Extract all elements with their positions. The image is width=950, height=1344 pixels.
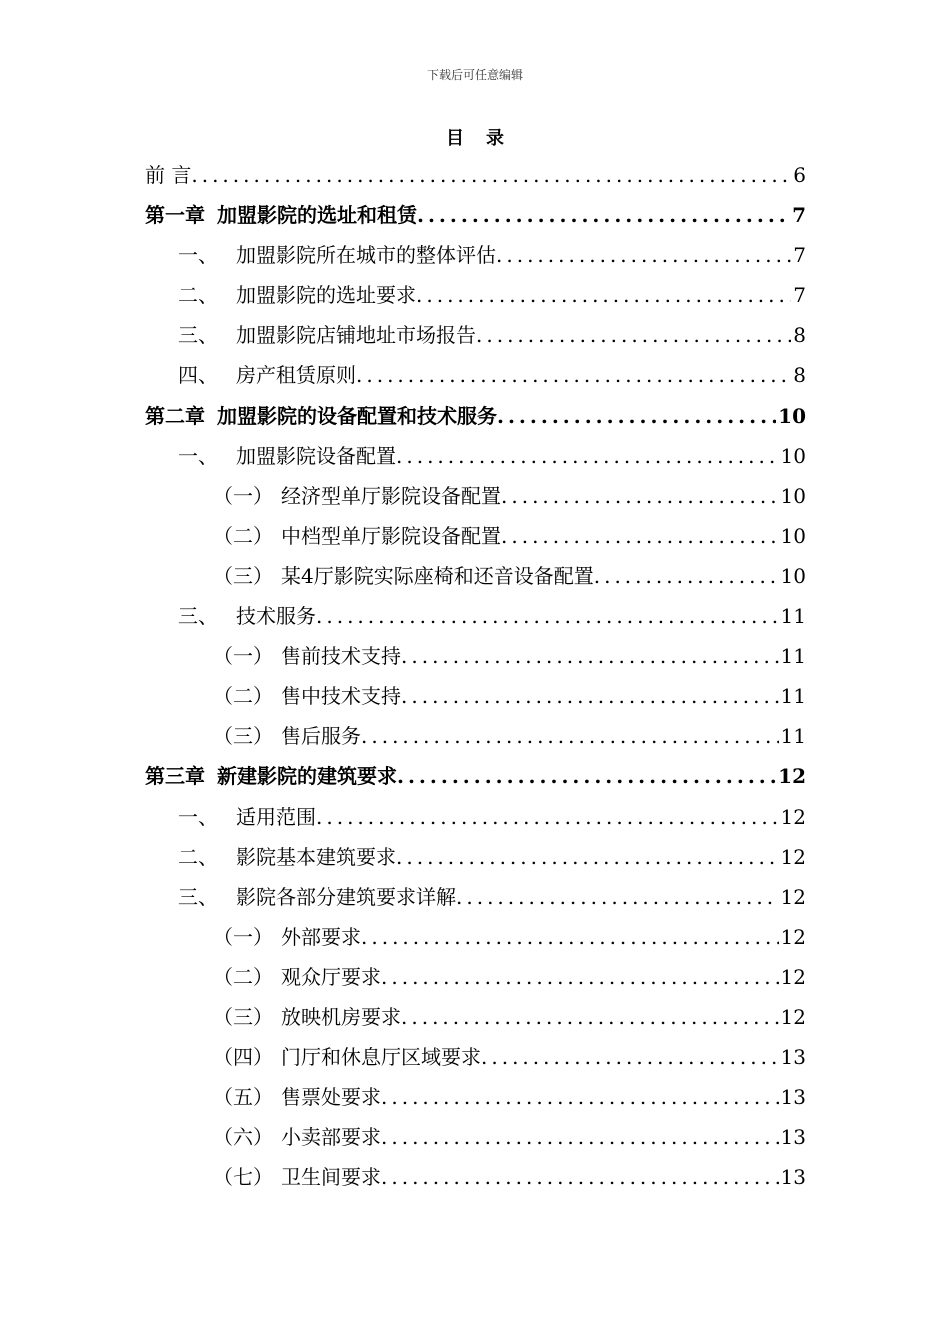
toc-entry-title: 观众厅要求 <box>281 964 381 989</box>
toc-entry-number: （三） <box>213 563 273 588</box>
toc-entry-title: 外部要求 <box>281 924 361 949</box>
toc-entry-label <box>213 716 361 756</box>
dot-leader <box>501 516 779 556</box>
dot-leader <box>401 997 779 1037</box>
dot-leader <box>456 877 779 917</box>
toc-entry-title: 经济型单厅影院设备配置 <box>281 483 501 508</box>
toc-entry-title: 加盟影院的选址要求 <box>236 283 416 308</box>
toc-entry-label <box>213 1077 381 1117</box>
toc-entry[interactable] <box>145 235 806 275</box>
toc-entry-number: （七） <box>213 1165 273 1190</box>
toc-entry-number: 三、 <box>178 604 218 629</box>
toc-entry-number: （一） <box>213 924 273 949</box>
toc-entry-page-number: 12 <box>780 884 806 909</box>
toc-entry-label <box>145 756 397 796</box>
toc-entry-page-number: 10 <box>780 443 806 468</box>
dot-leader <box>416 275 791 315</box>
toc-entry-number: （二） <box>213 684 273 709</box>
table-of-contents <box>145 155 806 1197</box>
toc-entry-number: （四） <box>213 1045 273 1070</box>
toc-entry-label <box>178 877 456 917</box>
toc-entry-title: 加盟影院设备配置 <box>236 443 396 468</box>
dot-leader <box>381 1117 779 1157</box>
dot-leader <box>501 476 779 516</box>
toc-entry[interactable] <box>145 837 806 877</box>
toc-entry-title: 售后服务 <box>281 724 361 749</box>
dot-leader <box>476 315 791 355</box>
toc-entry-page-number: 10 <box>778 403 806 428</box>
dot-leader <box>381 1077 779 1117</box>
toc-entry[interactable] <box>145 997 806 1037</box>
dot-leader <box>497 396 776 436</box>
dot-leader <box>417 195 790 235</box>
toc-entry-number: 一、 <box>178 243 218 268</box>
toc-entry[interactable] <box>145 636 806 676</box>
toc-entry-number: 三、 <box>178 884 218 909</box>
toc-entry[interactable] <box>145 917 806 957</box>
toc-entry-label <box>213 476 501 516</box>
toc-entry-title: 放映机房要求 <box>281 1004 401 1029</box>
toc-entry-page-number: 13 <box>780 1125 806 1150</box>
dot-leader <box>191 155 791 195</box>
toc-entry-page-number: 11 <box>780 684 806 709</box>
toc-entry-label <box>178 315 476 355</box>
toc-entry-page-number: 12 <box>780 1004 806 1029</box>
toc-entry-page-number: 6 <box>793 163 806 187</box>
toc-entry-label <box>178 235 496 275</box>
toc-entry-number: （三） <box>213 724 273 749</box>
toc-entry-page-number: 11 <box>780 724 806 749</box>
toc-entry-page-number: 7 <box>792 203 806 228</box>
toc-entry[interactable] <box>145 716 806 756</box>
toc-chapter-entry[interactable] <box>145 195 806 235</box>
dot-leader <box>381 1157 779 1197</box>
toc-entry-label <box>213 1037 481 1077</box>
toc-entry-number: 三、 <box>178 323 218 348</box>
toc-entry-title: 中档型单厅影院设备配置 <box>281 523 501 548</box>
toc-entry-page-number: 8 <box>793 363 806 388</box>
toc-entry-page-number: 10 <box>780 563 806 588</box>
toc-entry-label <box>178 837 396 877</box>
toc-entry-number: 二、 <box>178 283 218 308</box>
toc-entry[interactable] <box>145 676 806 716</box>
toc-entry-number: 第二章 <box>145 403 205 428</box>
toc-entry-title: 售票处要求 <box>281 1085 381 1110</box>
toc-entry-title: 新建影院的建筑要求 <box>217 764 397 789</box>
toc-entry-page-number: 13 <box>780 1085 806 1110</box>
toc-entry-title: 影院各部分建筑要求详解 <box>236 884 456 909</box>
toc-entry[interactable] <box>145 315 806 355</box>
toc-entry[interactable] <box>145 476 806 516</box>
toc-entry-title: 加盟影院的选址和租赁 <box>217 203 417 228</box>
toc-entry[interactable] <box>145 957 806 997</box>
toc-entry-number: （一） <box>213 644 273 669</box>
dot-leader <box>594 556 779 596</box>
toc-entry-number: 二、 <box>178 844 218 869</box>
toc-entry-title: 适用范围 <box>236 804 316 829</box>
toc-entry[interactable] <box>145 1117 806 1157</box>
toc-entry-number: （三） <box>213 1004 273 1029</box>
toc-entry-label <box>213 516 501 556</box>
toc-entry[interactable] <box>145 1077 806 1117</box>
toc-chapter-entry[interactable] <box>145 396 806 436</box>
dot-leader <box>316 797 779 837</box>
toc-entry-label <box>178 436 396 476</box>
toc-entry[interactable] <box>145 877 806 917</box>
toc-entry-number: 一、 <box>178 804 218 829</box>
toc-entry[interactable] <box>145 355 806 395</box>
toc-entry-title: 小卖部要求 <box>281 1125 381 1150</box>
toc-entry[interactable] <box>145 596 806 636</box>
toc-entry-label <box>213 1117 381 1157</box>
dot-leader <box>401 676 779 716</box>
dot-leader <box>397 756 776 796</box>
toc-entry[interactable] <box>145 275 806 315</box>
toc-title: 目录 <box>446 128 526 149</box>
toc-entry-label <box>213 676 401 716</box>
dot-leader <box>361 917 779 957</box>
toc-entry[interactable] <box>145 1157 806 1197</box>
dot-leader <box>496 235 791 275</box>
toc-entry-title: 卫生间要求 <box>281 1165 381 1190</box>
toc-entry-title: 售中技术支持 <box>281 684 401 709</box>
toc-entry-page-number: 11 <box>780 604 806 629</box>
toc-entry-title: 影院基本建筑要求 <box>236 844 396 869</box>
toc-entry-page-number: 13 <box>780 1045 806 1070</box>
toc-entry-title: 加盟影院所在城市的整体评估 <box>236 243 496 268</box>
toc-entry-label <box>145 195 417 235</box>
toc-entry-title: 技术服务 <box>236 604 316 629</box>
toc-entry[interactable] <box>145 516 806 556</box>
toc-entry-number: （二） <box>213 964 273 989</box>
toc-entry-page-number: 13 <box>780 1165 806 1190</box>
toc-entry-label <box>213 997 401 1037</box>
toc-entry-label <box>145 396 497 436</box>
toc-entry-label <box>178 797 316 837</box>
toc-chapter-entry[interactable] <box>145 155 806 195</box>
toc-entry-page-number: 12 <box>778 764 806 789</box>
toc-entry-title: 加盟影院的设备配置和技术服务 <box>217 403 497 428</box>
toc-entry-title: 门厅和休息厅区域要求 <box>281 1045 481 1070</box>
toc-entry-number: 第一章 <box>145 203 205 228</box>
dot-leader <box>401 636 779 676</box>
toc-entry-label <box>178 596 316 636</box>
dot-leader <box>361 716 779 756</box>
toc-entry-page-number: 12 <box>780 924 806 949</box>
toc-entry[interactable] <box>145 556 806 596</box>
toc-entry-label <box>145 155 191 195</box>
toc-entry-page-number: 7 <box>793 243 806 268</box>
toc-entry-label <box>213 1157 381 1197</box>
download-note: 下载后可任意编辑 <box>426 68 523 82</box>
toc-entry-label <box>178 355 356 395</box>
dot-leader <box>316 596 779 636</box>
toc-entry-number: 四、 <box>178 363 218 388</box>
dot-leader <box>381 957 779 997</box>
toc-entry-page-number: 8 <box>793 323 806 348</box>
toc-entry-page-number: 7 <box>793 283 806 308</box>
toc-entry-number: （一） <box>213 483 273 508</box>
toc-entry-title: 前 言 <box>145 163 192 187</box>
toc-entry-number: 第三章 <box>145 764 205 789</box>
toc-entry-label <box>213 636 401 676</box>
dot-leader <box>356 355 791 395</box>
toc-entry-page-number: 12 <box>780 804 806 829</box>
toc-entry-page-number: 10 <box>780 483 806 508</box>
toc-entry-label <box>213 556 594 596</box>
toc-entry-number: 一、 <box>178 443 218 468</box>
toc-entry-title: 售前技术支持 <box>281 644 401 669</box>
toc-entry-page-number: 11 <box>780 644 806 669</box>
toc-entry-title: 加盟影院店铺地址市场报告 <box>236 323 476 348</box>
toc-entry[interactable] <box>145 797 806 837</box>
toc-entry-title: 房产租赁原则 <box>236 363 356 388</box>
toc-entry-number: （六） <box>213 1125 273 1150</box>
toc-entry-number: （五） <box>213 1085 273 1110</box>
toc-entry-label <box>213 957 381 997</box>
toc-entry-label <box>213 917 361 957</box>
toc-entry-page-number: 10 <box>780 523 806 548</box>
toc-chapter-entry[interactable] <box>145 756 806 796</box>
toc-entry-page-number: 12 <box>780 844 806 869</box>
toc-entry-label <box>178 275 416 315</box>
dot-leader <box>396 436 779 476</box>
toc-entry-number: （二） <box>213 523 273 548</box>
toc-entry[interactable] <box>145 1037 806 1077</box>
toc-entry[interactable] <box>145 436 806 476</box>
dot-leader <box>481 1037 779 1077</box>
dot-leader <box>396 837 779 877</box>
toc-entry-page-number: 12 <box>780 964 806 989</box>
toc-entry-title: 某4厅影院实际座椅和还音设备配置 <box>281 563 594 588</box>
